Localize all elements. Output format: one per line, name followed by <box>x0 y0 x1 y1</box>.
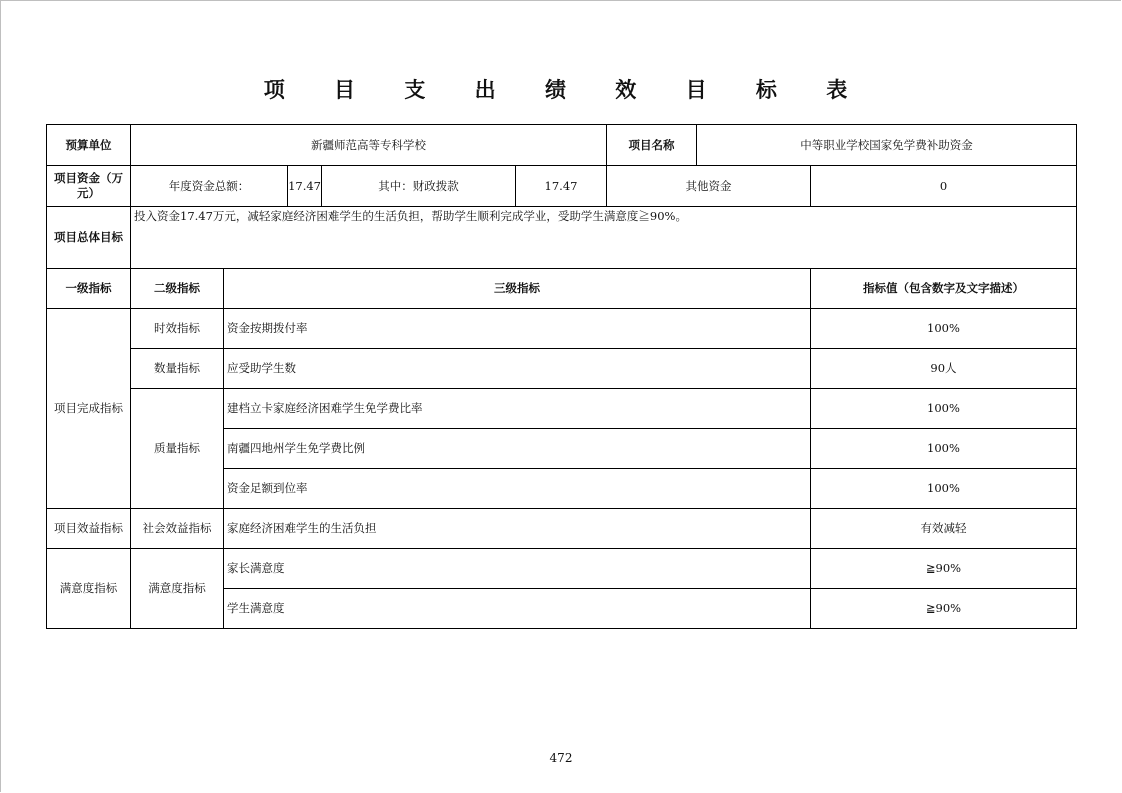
header-level1: 一级指标 <box>47 269 131 309</box>
table-row <box>47 549 1077 589</box>
indicator-name: 建档立卡家庭经济困难学生免学费比率 <box>224 389 811 429</box>
annual-total-value: 17.47 <box>288 178 321 193</box>
fiscal-value: 17.47 <box>516 166 607 207</box>
table-row <box>47 207 1077 269</box>
other-funds-value: 0 <box>811 166 1077 207</box>
indicator-name: 南疆四地州学生免学费比例 <box>224 429 811 469</box>
indicator-value: 100% <box>811 309 1077 349</box>
annual-total-label-text: 年度资金总额： <box>131 166 288 206</box>
annual-total-label <box>131 166 322 207</box>
table-row <box>47 309 1077 349</box>
header-level2: 二级指标 <box>131 269 224 309</box>
table-header-row <box>47 269 1077 309</box>
goal-label: 项目总体目标 <box>47 207 131 269</box>
page-title: 项 目 支 出 绩 效 目 标 表 <box>263 78 869 102</box>
project-name-value: 中等职业学校国家免学费补助资金 <box>800 137 973 152</box>
table-row <box>47 166 1077 207</box>
indicator-name: 资金按期拨付率 <box>224 309 811 349</box>
table-row <box>47 509 1077 549</box>
budget-unit-value: 新疆师范高等专科学校 <box>131 125 607 166</box>
indicator-name: 家长满意度 <box>224 549 811 589</box>
fiscal-label: 其中：财政拨款 <box>322 166 516 207</box>
other-funds-label: 其他资金 <box>607 166 811 207</box>
group-quantity: 数量指标 <box>131 349 224 389</box>
indicator-name: 应受助学生数 <box>224 349 811 389</box>
table-row <box>47 389 1077 429</box>
goal-text: 投入资金17.47万元，减轻家庭经济困难学生的生活负担，帮助学生顺利完成学业，受助学生满意度≧90%。 <box>131 207 1077 269</box>
funds-label: 项目资金（万元） <box>47 166 131 207</box>
indicator-name: 资金足额到位率 <box>224 469 811 509</box>
table-row <box>47 125 1077 166</box>
group-satisfaction-sub: 满意度指标 <box>131 549 224 629</box>
header-value: 指标值（包含数字及文字描述） <box>811 269 1077 309</box>
project-name-label: 项目名称 <box>607 125 697 165</box>
group-timeliness: 时效指标 <box>131 309 224 349</box>
indicator-value: 90人 <box>811 349 1077 389</box>
page-number: 472 <box>549 751 573 765</box>
budget-unit-label: 预算单位 <box>47 125 131 166</box>
group-quality: 质量指标 <box>131 389 224 509</box>
group-benefit: 项目效益指标 <box>47 509 131 549</box>
indicator-name: 家庭经济困难学生的生活负担 <box>224 509 811 549</box>
indicator-value: 100% <box>811 469 1077 509</box>
indicator-value: 有效减轻 <box>811 509 1077 549</box>
table-row <box>47 349 1077 389</box>
project-name-cell <box>607 125 1077 166</box>
indicator-value: ≧90% <box>811 589 1077 629</box>
group-social: 社会效益指标 <box>131 509 224 549</box>
indicator-value: 100% <box>811 389 1077 429</box>
group-completion: 项目完成指标 <box>47 309 131 509</box>
group-satisfaction: 满意度指标 <box>47 549 131 629</box>
indicator-name: 学生满意度 <box>224 589 811 629</box>
header-level3: 三级指标 <box>224 269 811 309</box>
indicator-value: 100% <box>811 429 1077 469</box>
performance-table <box>46 124 1077 629</box>
indicator-value: ≧90% <box>811 549 1077 589</box>
